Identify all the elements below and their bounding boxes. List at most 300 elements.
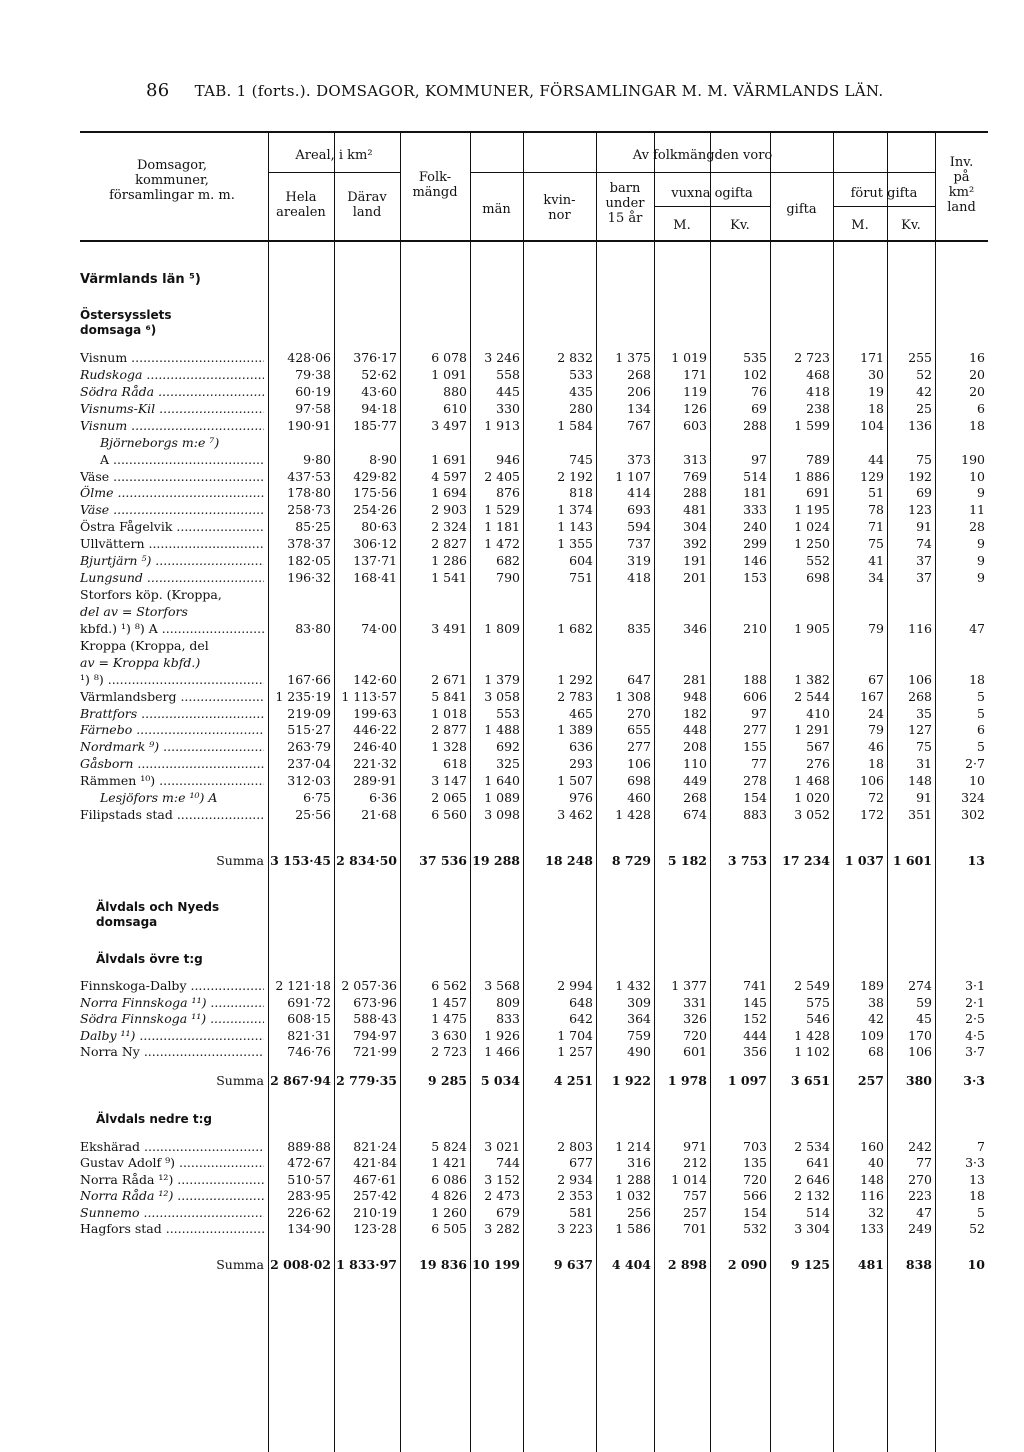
cell-col-8: 154 <box>743 1205 767 1220</box>
cell-col-6: 206 <box>627 384 651 399</box>
cell-col-3: 2 827 <box>431 536 467 551</box>
section-ostersysslets-domsaga: Östersysslets domsaga ⁶) <box>80 308 172 337</box>
table-row <box>0 535 1024 552</box>
table-row <box>0 1043 1024 1060</box>
table-row <box>0 468 1024 485</box>
cell-col-9: 575 <box>806 995 830 1010</box>
row-name: Ölme ..... <box>80 484 264 501</box>
row-name: Norra Finnskoga ¹¹) ..... <box>80 994 264 1011</box>
cell-col-12: 7 <box>977 1139 985 1154</box>
cell-col-1: 2 008·02 <box>270 1257 331 1272</box>
cell-col-3: 6 086 <box>431 1172 467 1187</box>
cell-col-12: 47 <box>969 621 985 636</box>
row-name: Väse ..... <box>80 468 264 485</box>
table-row <box>0 994 1024 1011</box>
cell-col-7: 769 <box>683 469 707 484</box>
row-name: Kroppa (Kroppa, del <box>80 638 209 653</box>
table-row <box>0 772 1024 789</box>
cell-col-5: 1 389 <box>557 722 593 737</box>
cell-col-4: 744 <box>496 1155 520 1170</box>
cell-col-8: 278 <box>743 773 767 788</box>
cell-col-11: 838 <box>905 1257 932 1272</box>
cell-col-4: 682 <box>496 553 520 568</box>
cell-col-6: 647 <box>627 672 651 687</box>
cell-col-8: 135 <box>743 1155 767 1170</box>
cell-col-4: 809 <box>496 995 520 1010</box>
section-varmlands-lan: Värmlands län ⁵) <box>80 272 201 287</box>
table-header-rule <box>80 240 988 242</box>
cell-col-1: 515·27 <box>287 722 331 737</box>
cell-col-2: 1 113·57 <box>341 689 397 704</box>
row-name: Visnum ..... <box>80 349 264 366</box>
cell-col-12: 9 <box>977 570 985 585</box>
cell-col-3: 1 328 <box>431 739 467 754</box>
summa-label: Summa <box>216 853 264 868</box>
row-name: Södra Finnskoga ¹¹) ..... <box>80 1010 264 1027</box>
cell-col-6: 414 <box>627 485 651 500</box>
cell-col-6: 460 <box>627 790 651 805</box>
cell-col-7: 392 <box>683 536 707 551</box>
cell-col-6: 1 032 <box>615 1188 651 1203</box>
cell-col-3: 1 421 <box>431 1155 467 1170</box>
cell-col-12: 5 <box>977 739 985 754</box>
cell-col-4: 1 466 <box>484 1044 520 1059</box>
cell-col-8: 444 <box>743 1028 767 1043</box>
cell-col-10: 116 <box>860 1188 884 1203</box>
cell-col-5: 435 <box>569 384 593 399</box>
cell-col-6: 1 432 <box>615 978 651 993</box>
cell-col-2: 1 833·97 <box>336 1257 397 1272</box>
cell-col-2: 175·56 <box>353 485 397 500</box>
cell-col-9: 9 125 <box>790 1257 830 1272</box>
cell-col-11: 270 <box>908 1172 932 1187</box>
row-name: Björneborgs m:e ⁷) <box>100 435 220 450</box>
header-inv-per-km2: Inv. på km² land <box>947 155 976 215</box>
cell-col-5: 2 832 <box>557 350 593 365</box>
cell-col-10: 72 <box>868 790 884 805</box>
cell-col-4: 325 <box>496 756 520 771</box>
row-name: Lesjöfors m:e ¹⁰) A <box>100 790 218 805</box>
cell-col-1: 83·80 <box>295 621 331 636</box>
cell-col-5: 581 <box>569 1205 593 1220</box>
cell-col-1: 258·73 <box>287 502 331 517</box>
cell-col-11: 380 <box>905 1073 932 1088</box>
cell-col-9: 1 468 <box>794 773 830 788</box>
cell-col-2: 94·18 <box>361 401 397 416</box>
cell-col-4: 2 405 <box>484 469 520 484</box>
cell-col-7: 119 <box>683 384 707 399</box>
cell-col-12: 5 <box>977 689 985 704</box>
cell-col-9: 410 <box>806 706 830 721</box>
cell-col-4: 1 181 <box>484 519 520 534</box>
cell-col-12: 9 <box>977 536 985 551</box>
table-top-rule <box>80 131 988 133</box>
header-av-rule <box>470 172 935 173</box>
cell-col-8: 356 <box>743 1044 767 1059</box>
header-vuxna-ogifta: vuxna ogifta <box>671 186 753 201</box>
cell-col-3: 3 147 <box>431 773 467 788</box>
section-alvdals-nyeds-domsaga: Älvdals och Nyeds domsaga <box>96 900 220 929</box>
row-name: A ..... <box>80 451 264 468</box>
cell-col-1: 226·62 <box>287 1205 331 1220</box>
cell-col-2: 221·32 <box>353 756 397 771</box>
cell-col-1: 167·66 <box>287 672 331 687</box>
row-name: ¹) ⁸) ..... <box>80 671 264 688</box>
cell-col-7: 2 898 <box>667 1257 707 1272</box>
cell-col-3: 3 491 <box>431 621 467 636</box>
cell-col-4: 3 246 <box>484 350 520 365</box>
cell-col-3: 4 826 <box>431 1188 467 1203</box>
cell-col-3: 2 877 <box>431 722 467 737</box>
cell-col-3: 6 560 <box>431 807 467 822</box>
cell-col-5: 465 <box>569 706 593 721</box>
cell-col-2: 185·77 <box>353 418 397 433</box>
header-forut-m: M. <box>851 218 869 233</box>
cell-col-11: 136 <box>908 418 932 433</box>
cell-col-2: 673·96 <box>353 995 397 1010</box>
cell-col-8: 97 <box>751 706 767 721</box>
section-alvdals-nedre: Älvdals nedre t:g <box>96 1112 212 1126</box>
cell-col-5: 677 <box>569 1155 593 1170</box>
cell-col-2: 2 057·36 <box>341 978 397 993</box>
cell-col-7: 1 377 <box>671 978 707 993</box>
cell-col-5: 3 462 <box>557 807 593 822</box>
cell-col-3: 1 286 <box>431 553 467 568</box>
row-name: av = Kroppa kbfd.) <box>80 655 201 670</box>
cell-col-7: 346 <box>683 621 707 636</box>
cell-col-10: 42 <box>868 1011 884 1026</box>
table-row <box>0 688 1024 705</box>
table-row <box>0 705 1024 722</box>
cell-col-10: 32 <box>868 1205 884 1220</box>
cell-col-5: 1 682 <box>557 621 593 636</box>
cell-col-10: 148 <box>860 1172 884 1187</box>
cell-col-12: 9 <box>977 553 985 568</box>
cell-col-9: 514 <box>806 1205 830 1220</box>
cell-col-9: 238 <box>806 401 830 416</box>
cell-col-9: 468 <box>806 367 830 382</box>
cell-col-10: 41 <box>868 553 884 568</box>
cell-col-5: 818 <box>569 485 593 500</box>
header-areal-rule <box>268 172 400 173</box>
cell-col-11: 35 <box>916 706 932 721</box>
cell-col-1: 25·56 <box>295 807 331 822</box>
cell-col-7: 449 <box>683 773 707 788</box>
cell-col-4: 5 034 <box>480 1073 520 1088</box>
cell-col-6: 134 <box>627 401 651 416</box>
cell-col-8: 3 753 <box>727 853 767 868</box>
cell-col-7: 1 019 <box>671 350 707 365</box>
row-name: Väse ..... <box>80 501 264 518</box>
cell-col-5: 3 223 <box>557 1221 593 1236</box>
cell-col-1: 79·38 <box>295 367 331 382</box>
cell-col-5: 1 257 <box>557 1044 593 1059</box>
cell-col-9: 1 195 <box>794 502 830 517</box>
table-row <box>0 400 1024 417</box>
cell-col-10: 257 <box>857 1073 884 1088</box>
row-name: Visnum ..... <box>80 417 264 434</box>
cell-col-9: 418 <box>806 384 830 399</box>
row-name: Färnebo ..... <box>80 721 264 738</box>
cell-col-8: 76 <box>751 384 767 399</box>
row-name: Rudskoga ..... <box>80 366 264 383</box>
cell-col-6: 693 <box>627 502 651 517</box>
cell-col-8: 532 <box>743 1221 767 1236</box>
cell-col-11: 148 <box>908 773 932 788</box>
table-row <box>0 671 1024 688</box>
cell-col-5: 1 704 <box>557 1028 593 1043</box>
summa-row <box>0 852 1024 869</box>
cell-col-8: 154 <box>743 790 767 805</box>
cell-col-4: 1 809 <box>484 621 520 636</box>
cell-col-10: 133 <box>860 1221 884 1236</box>
row-name: Östra Fågelvik ..... <box>80 518 264 535</box>
cell-col-8: 741 <box>743 978 767 993</box>
cell-col-12: 10 <box>969 773 985 788</box>
cell-col-1: 196·32 <box>287 570 331 585</box>
cell-col-10: 18 <box>868 756 884 771</box>
cell-col-2: 168·41 <box>353 570 397 585</box>
cell-col-2: 52·62 <box>361 367 397 382</box>
cell-col-12: 3·7 <box>965 1044 985 1059</box>
header-gifta: gifta <box>786 202 817 217</box>
table-row <box>0 1187 1024 1204</box>
summa-label: Summa <box>216 1073 264 1088</box>
cell-col-6: 106 <box>627 756 651 771</box>
cell-col-8: 188 <box>743 672 767 687</box>
cell-col-12: 2·1 <box>965 995 985 1010</box>
cell-col-3: 2 903 <box>431 502 467 517</box>
cell-col-10: 167 <box>860 689 884 704</box>
cell-col-7: 313 <box>683 452 707 467</box>
cell-col-1: 3 153·45 <box>270 853 331 868</box>
cell-col-6: 1 586 <box>615 1221 651 1236</box>
cell-col-12: 13 <box>967 853 985 868</box>
cell-col-3: 6 562 <box>431 978 467 993</box>
cell-col-7: 603 <box>683 418 707 433</box>
cell-col-12: 16 <box>969 350 985 365</box>
cell-col-3: 37 536 <box>419 853 467 868</box>
cell-col-4: 1 529 <box>484 502 520 517</box>
cell-col-1: 312·03 <box>287 773 331 788</box>
header-folkmangd: Folk- mängd <box>412 170 458 200</box>
cell-col-3: 5 841 <box>431 689 467 704</box>
cell-col-6: 268 <box>627 367 651 382</box>
cell-col-1: 283·95 <box>287 1188 331 1203</box>
cell-col-6: 1 308 <box>615 689 651 704</box>
header-forut-gifta: förut gifta <box>850 186 918 201</box>
cell-col-11: 242 <box>908 1139 932 1154</box>
cell-col-10: 67 <box>868 672 884 687</box>
cell-col-7: 757 <box>683 1188 707 1203</box>
cell-col-4: 3 152 <box>484 1172 520 1187</box>
cell-col-1: 2 121·18 <box>275 978 331 993</box>
cell-col-1: 97·58 <box>295 401 331 416</box>
cell-col-1: 821·31 <box>287 1028 331 1043</box>
cell-col-5: 280 <box>569 401 593 416</box>
cell-col-10: 24 <box>868 706 884 721</box>
cell-col-4: 3 282 <box>484 1221 520 1236</box>
cell-col-5: 2 783 <box>557 689 593 704</box>
cell-col-5: 636 <box>569 739 593 754</box>
cell-col-12: 20 <box>969 367 985 382</box>
cell-col-10: 79 <box>868 621 884 636</box>
cell-col-3: 3 497 <box>431 418 467 433</box>
cell-col-1: 85·25 <box>295 519 331 534</box>
cell-col-5: 604 <box>569 553 593 568</box>
row-name: del av = Storfors <box>80 604 188 619</box>
summa-label: Summa <box>216 1257 264 1272</box>
cell-col-10: 1 037 <box>844 853 884 868</box>
cell-col-8: 210 <box>743 621 767 636</box>
cell-col-7: 126 <box>683 401 707 416</box>
cell-col-6: 594 <box>627 519 651 534</box>
table-row <box>0 383 1024 400</box>
cell-col-3: 1 691 <box>431 452 467 467</box>
row-name: Gåsborn ..... <box>80 755 264 772</box>
header-vuxna-kv: Kv. <box>730 218 750 233</box>
cell-col-7: 281 <box>683 672 707 687</box>
cell-col-2: 199·63 <box>353 706 397 721</box>
cell-col-8: 720 <box>743 1172 767 1187</box>
cell-col-2: 6·36 <box>369 790 397 805</box>
cell-col-1: 746·76 <box>287 1044 331 1059</box>
table-row <box>0 1027 1024 1044</box>
page-title: TAB. 1 (forts.). DOMSAGOR, KOMMUNER, FÖRSAMLINGAR M. M. VÄRMLANDS LÄN. <box>194 82 884 100</box>
cell-col-5: 1 584 <box>557 418 593 433</box>
cell-col-3: 3 630 <box>431 1028 467 1043</box>
cell-col-2: 2 834·50 <box>336 853 397 868</box>
cell-col-8: 277 <box>743 722 767 737</box>
cell-col-6: 256 <box>627 1205 651 1220</box>
table-row <box>0 417 1024 434</box>
cell-col-8: 883 <box>743 807 767 822</box>
cell-col-6: 319 <box>627 553 651 568</box>
cell-col-9: 1 102 <box>794 1044 830 1059</box>
cell-col-1: 178·80 <box>287 485 331 500</box>
table-row <box>0 518 1024 535</box>
cell-col-5: 1 374 <box>557 502 593 517</box>
cell-col-11: 170 <box>908 1028 932 1043</box>
cell-col-7: 701 <box>683 1221 707 1236</box>
header-kvinnor: kvin- nor <box>543 193 576 223</box>
cell-col-11: 192 <box>908 469 932 484</box>
cell-col-3: 2 671 <box>431 672 467 687</box>
cell-col-5: 18 248 <box>545 853 593 868</box>
cell-col-12: 324 <box>961 790 985 805</box>
cell-col-7: 110 <box>683 756 707 771</box>
cell-col-3: 1 260 <box>431 1205 467 1220</box>
cell-col-1: 6·75 <box>303 790 331 805</box>
cell-col-4: 3 058 <box>484 689 520 704</box>
cell-col-11: 25 <box>916 401 932 416</box>
cell-col-11: 1 601 <box>892 853 932 868</box>
cell-col-3: 1 541 <box>431 570 467 585</box>
cell-col-2: 210·19 <box>353 1205 397 1220</box>
cell-col-3: 19 836 <box>419 1257 467 1272</box>
row-name: Brattfors ..... <box>80 705 264 722</box>
cell-col-6: 270 <box>627 706 651 721</box>
cell-col-11: 69 <box>916 485 932 500</box>
cell-col-5: 2 803 <box>557 1139 593 1154</box>
cell-col-4: 3 021 <box>484 1139 520 1154</box>
cell-col-12: 10 <box>969 469 985 484</box>
cell-col-9: 2 723 <box>794 350 830 365</box>
cell-col-9: 2 534 <box>794 1139 830 1154</box>
cell-col-8: 77 <box>751 756 767 771</box>
cell-col-10: 79 <box>868 722 884 737</box>
cell-col-8: 606 <box>743 689 767 704</box>
cell-col-10: 75 <box>868 536 884 551</box>
cell-col-10: 68 <box>868 1044 884 1059</box>
cell-col-3: 1 457 <box>431 995 467 1010</box>
cell-col-6: 364 <box>627 1011 651 1026</box>
cell-col-12: 13 <box>969 1172 985 1187</box>
cell-col-9: 2 549 <box>794 978 830 993</box>
cell-col-4: 553 <box>496 706 520 721</box>
cell-col-11: 37 <box>916 553 932 568</box>
cell-col-2: 123·28 <box>353 1221 397 1236</box>
cell-col-10: 18 <box>868 401 884 416</box>
cell-col-10: 189 <box>860 978 884 993</box>
row-name: Rämmen ¹⁰) ..... <box>80 772 264 789</box>
cell-col-2: 257·42 <box>353 1188 397 1203</box>
cell-col-7: 481 <box>683 502 707 517</box>
cell-col-12: 2·7 <box>965 756 985 771</box>
cell-col-12: 18 <box>969 1188 985 1203</box>
row-name: Gustav Adolf ⁹) ..... <box>80 1154 264 1171</box>
cell-col-6: 309 <box>627 995 651 1010</box>
cell-col-5: 976 <box>569 790 593 805</box>
cell-col-3: 2 723 <box>431 1044 467 1059</box>
cell-col-7: 331 <box>683 995 707 1010</box>
cell-col-3: 1 694 <box>431 485 467 500</box>
cell-col-4: 1 640 <box>484 773 520 788</box>
cell-col-4: 692 <box>496 739 520 754</box>
header-forut-rule <box>833 206 935 207</box>
cell-col-12: 18 <box>969 672 985 687</box>
row-name: Dalby ¹¹) ..... <box>80 1027 264 1044</box>
cell-col-11: 123 <box>908 502 932 517</box>
cell-col-5: 293 <box>569 756 593 771</box>
summa-row <box>0 1256 1024 1273</box>
cell-col-2: 376·17 <box>353 350 397 365</box>
cell-col-12: 4·5 <box>965 1028 985 1043</box>
cell-col-7: 948 <box>683 689 707 704</box>
header-domsagor: Domsagor, kommuner, församlingar m. m. <box>109 158 235 203</box>
cell-col-6: 1 214 <box>615 1139 651 1154</box>
cell-col-10: 30 <box>868 367 884 382</box>
cell-col-4: 330 <box>496 401 520 416</box>
cell-col-5: 4 251 <box>553 1073 593 1088</box>
cell-col-2: 794·97 <box>353 1028 397 1043</box>
cell-col-5: 1 507 <box>557 773 593 788</box>
cell-col-1: 472·67 <box>287 1155 331 1170</box>
cell-col-7: 326 <box>683 1011 707 1026</box>
table-row <box>0 1171 1024 1188</box>
cell-col-6: 1 375 <box>615 350 651 365</box>
cell-col-11: 42 <box>916 384 932 399</box>
cell-col-3: 1 018 <box>431 706 467 721</box>
cell-col-4: 1 488 <box>484 722 520 737</box>
cell-col-9: 1 291 <box>794 722 830 737</box>
cell-col-7: 201 <box>683 570 707 585</box>
row-name: Norra Råda ¹²) ..... <box>80 1187 264 1204</box>
cell-col-5: 642 <box>569 1011 593 1026</box>
cell-col-3: 9 285 <box>427 1073 467 1088</box>
cell-col-1: 219·09 <box>287 706 331 721</box>
cell-col-10: 129 <box>860 469 884 484</box>
